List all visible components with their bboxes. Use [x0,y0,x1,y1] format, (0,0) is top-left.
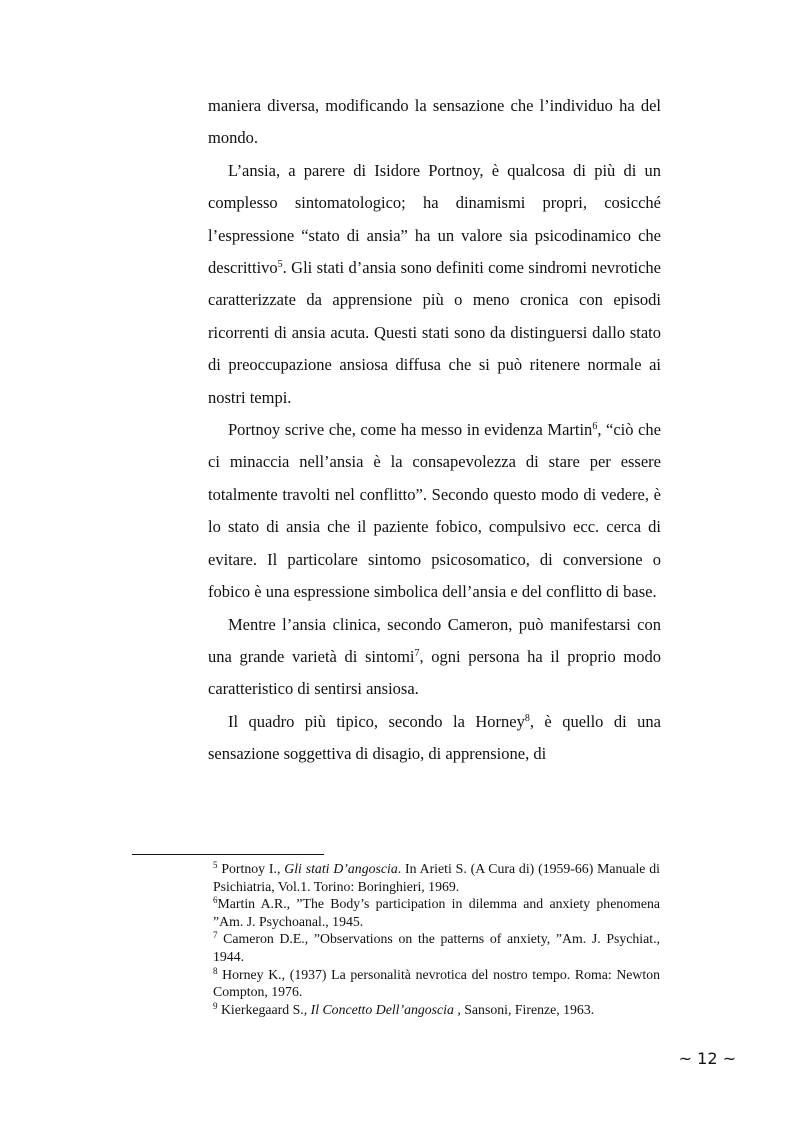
body-text [208,90,661,771]
paragraph-2: L’ansia, a parere di Isidore Portnoy, è qualcosa di più di un complesso sintomatologico; ha dinamismi propri, cosicché l’espressione “stato di ansia” ha un valore sia psicodinamico che descrittivo$^5$. Gli stati d’ansia sono definiti come sindromi nevrotiche caratterizzate da apprensione più o meno cronica con episodi ricorrenti di ansia acuta. Questi stati sono da distinguersi dallo stato di preoccupazione ansiosa diffusa che si può ritenere normale ai nostri tempi. [208,160,661,407]
footnote-ref-6[interactable]: 6 [592,421,598,433]
paragraph-3: Portnoy scrive che, come ha messo in evidenza Martin$^6$, “ciò che ci minaccia nell’ansia è la consapevolezza di stare per essere totalmente travolti nel conflitto”. Secondo questo modo di vedere, è lo stato di ansia che il paziente fobico, compulsivo ecc. cerca di evitare. Il particolare sintomo psicosomatico, di conversione o fobico è una espressione simbolica dell’ansia e del conflitto di base. [208,420,661,602]
page-number: ~ 12 ~ [678,1049,736,1068]
paragraph-4: Mentre l’ansia clinica, secondo Cameron, può manifestarsi con una grande varietà di sintomi$^7$, ogni persona ha il proprio modo caratteristico di sentirsi ansiosa. [208,614,661,699]
footnote-7: $^7$ Cameron D.E., ”Observations on the patterns of anxiety, ”Am. J. Psychiat., 1944. [213,930,660,964]
footnote-8: $^8$ Horney K., (1937) La personalità nevrotica del nostro tempo. Roma: Newton Compton, 1976. [213,965,660,1000]
footnote-6: $^6$Martin A.R., ”The Body’s participation in dilemma and anxiety phenomena ”Am. J. Psychoanal., 1945. [213,895,660,929]
footnote-separator [132,854,324,855]
paragraph-1: maniera diversa, modificando la sensazione che l’individuo ha del mondo. [208,96,661,148]
footnote-9: $^9$ Kierkegaard S., Il Concetto Dell’angoscia , Sansoni, Firenze, 1963. [213,1000,595,1017]
footnotes [213,860,660,1018]
footnote-ref-5[interactable]: 5 [277,259,283,271]
paragraph-5: Il quadro più tipico, secondo la Horney$^8$, è quello di una sensazione soggettiva di disagio, di apprensione, di [208,711,661,764]
footnote-5: $^5$ Portnoy I., Gli stati D’angoscia. In Arieti S. (A Cura di) (1959-66) Manuale di Psichiatria, Vol.1. Torino: Boringhieri, 1969. [213,860,660,894]
footnote-ref-8[interactable]: 8 [524,712,530,724]
footnote-ref-7[interactable]: 7 [414,647,420,659]
